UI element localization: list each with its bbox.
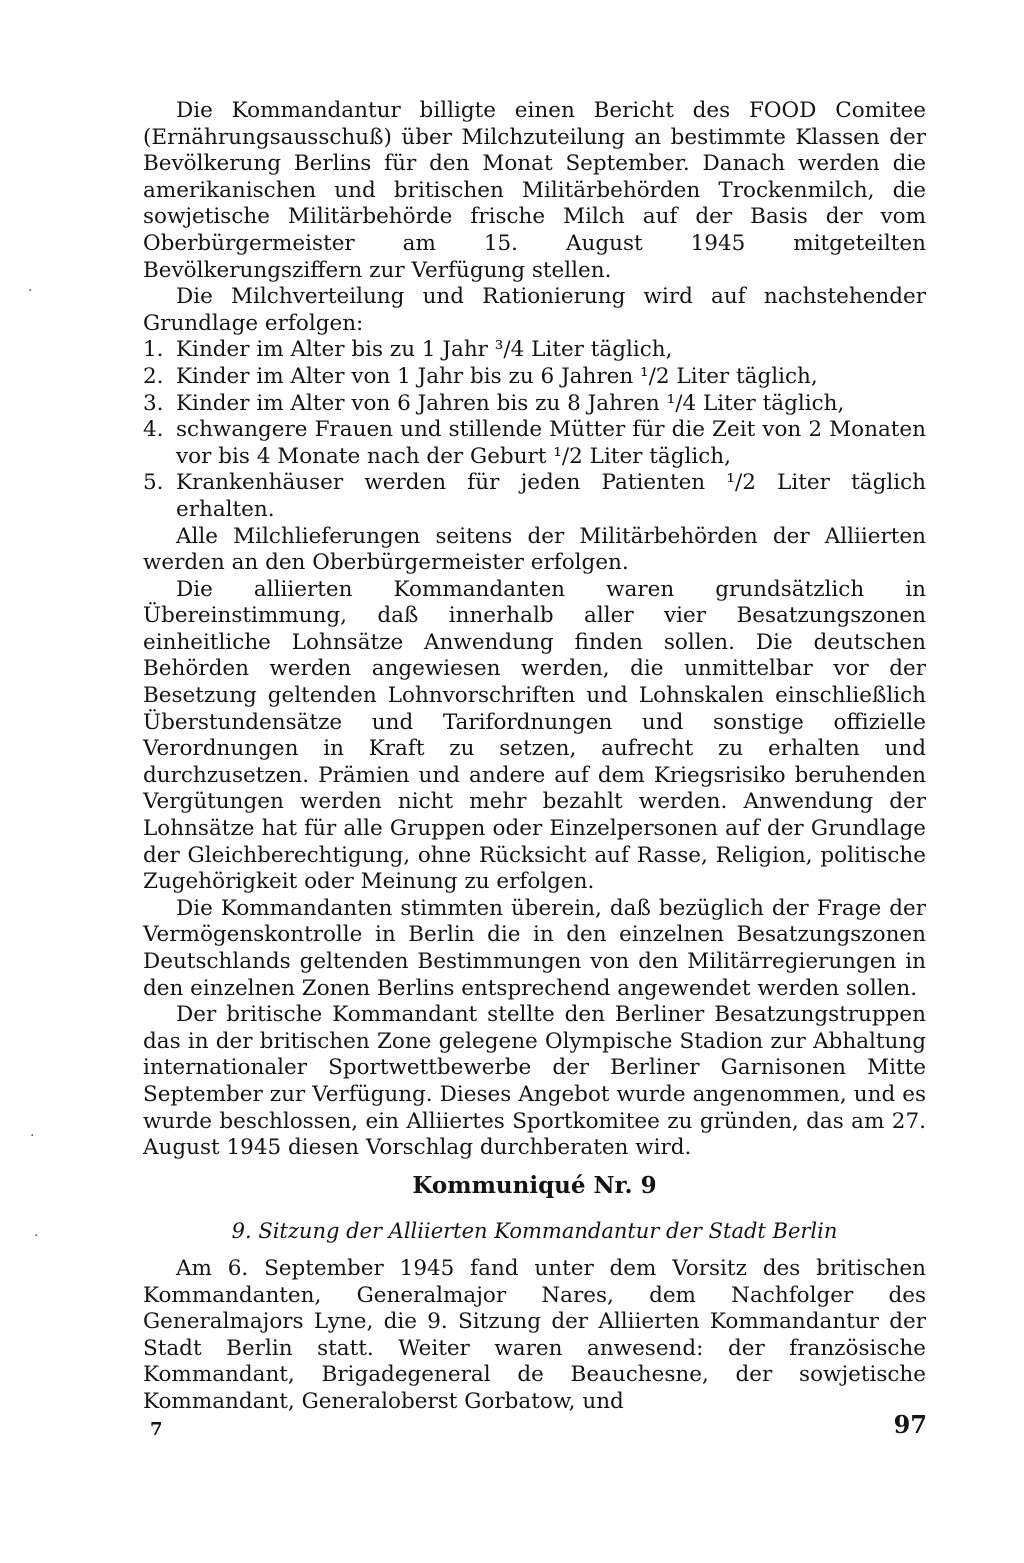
list-item-text: schwangere Frauen und stillende Mütter für die Zeit von 2 Monaten vor bis 4 Monate nach der Geburt ¹/2 Liter täglich, [176,417,926,469]
list-item-text: Kinder im Alter von 6 Jahren bis zu 8 Jahren ¹/4 Liter täglich, [176,390,845,416]
body-text-block [143,98,926,1162]
list-item-number: 4. [143,417,164,443]
section-heading: Kommuniqué Nr. 9 [412,1172,657,1199]
page-number: 97 [893,1410,927,1439]
margin-speck: · [30,1128,35,1144]
margin-speck: · [28,283,33,299]
list-item-text: Krankenhäuser werden für jeden Patienten ¹/2 Liter täglich erhalten. [176,470,926,522]
paragraph-wages: Die alliierten Kommandanten waren grundsätzlich in Übereinstimmung, daß innerhalb aller vier Besatzungszonen einheitliche Lohnsätze Anwendung finden sollen. Die deutschen Behörden werden angewiesen werden, die unmittelbar vor der Besetzung geltenden Lohnvorschriften und Lohnskalen einschließlich Überstundensätze und Tarifordnungen und sonstige offizielle Verordnungen in Kraft zu setzen, aufrecht zu erhalten und durchzusetzen. Prämien und andere auf dem Kriegsrisiko beruhenden Vergütungen werden nicht mehr bezahlt werden. Anwendung der Lohnsätze hat für alle Gruppen oder Einzelpersonen auf der Grundlage der Gleichberechtigung, ohne Rücksicht auf Rasse, Religion, politische Zugehörigkeit oder Meinung zu erfolgen. [143,576,926,895]
list-item-text: Kinder im Alter bis zu 1 Jahr ³/4 Liter täglich, [176,337,673,363]
ration-list [143,337,926,523]
list-item-number: 3. [143,390,164,416]
section-subheading: 9. Sitzung der Alliierten Kommandantur der Stadt Berlin [231,1219,838,1243]
list-item-number: 1. [143,337,164,363]
paragraph-session-9: Am 6. September 1945 fand unter dem Vorsitz des britischen Kommandanten, Generalmajor Nares, dem Nachfolger des Generalmajors Lyne, die 9. Sitzung der Alliierten Kommandantur der Stadt Berlin statt. Weiter waren anwesend: der französische Kommandant, Brigadegeneral de Beauchesne, der sowjetische Kommandant, Generaloberst Gorbatow, und [143,1256,926,1414]
section-body [143,1256,926,1416]
paragraph-deliveries: Alle Milchlieferungen seitens der Militärbehörden der Alliierten werden an den Oberbürgermeister erfolgen. [143,523,926,576]
list-item [143,417,926,470]
paragraph-distribution-intro: Die Milchverteilung und Rationierung wird auf nachstehender Grundlage erfolgen: [143,284,926,336]
list-item-number: 2. [143,363,164,389]
list-item-text: Kinder im Alter von 1 Jahr bis zu 6 Jahren ¹/2 Liter täglich, [176,363,818,389]
list-item-number: 5. [143,470,164,496]
paragraph-property-control: Die Kommandanten stimmten überein, daß bezüglich der Frage der Vermögenskontrolle in Berlin die in den einzelnen Besatzungszonen Deutschlands geltenden Bestimmungen von den Militärregierungen in den einzelnen Zonen Berlins entsprechend angewendet werden sollen. [143,895,926,1001]
list-item [143,337,926,364]
list-item [143,391,926,418]
paragraph-olympic-stadium: Der britische Kommandant stellte den Berliner Besatzungstruppen das in der britischen Zone gelegene Olympische Stadion zur Abhaltung internationaler Sportwettbewerbe der Berliner Garnisonen Mitte September zur Verfügung. Dieses Angebot wurde angenommen, und es wurde beschlossen, ein Alliiertes Sportkomitee zu gründen, das am 27. August 1945 diesen Vorschlag durchberaten wird. [143,1002,926,1161]
list-item [143,470,926,523]
paragraph-milk-report: Die Kommandantur billigte einen Bericht des FOOD Comitee (Ernährungsausschuß) über Milchzuteilung an bestimmte Klassen der Bevölkerung Berlins für den Monat September. Danach werden die amerikanischen und britischen Militärbehörden Trockenmilch, die sowjetische Militärbehörde frische Milch auf der Basis der vom Oberbürgermeister am 15. August 1945 mitgeteilten Bevölkerungsziffern zur Verfügung stellen. [143,98,926,283]
margin-speck: · [34,1228,39,1244]
signature-mark: 7 [150,1419,163,1440]
list-item [143,364,926,391]
